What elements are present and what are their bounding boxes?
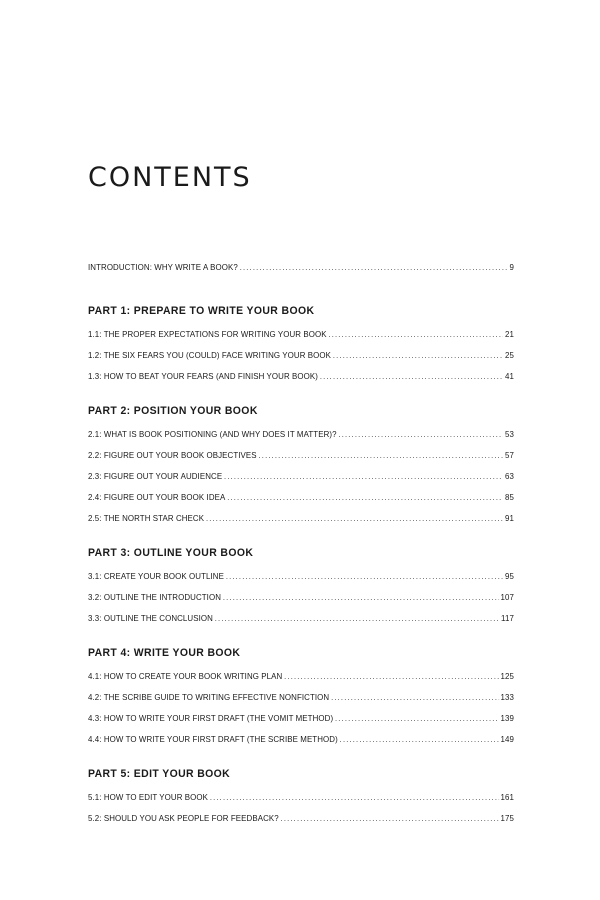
- dot-leader: [206, 508, 503, 529]
- toc-entry-page-number: 9: [509, 262, 514, 272]
- toc-entry-introduction: [88, 257, 514, 278]
- toc-entry-page-number: 91: [504, 513, 514, 523]
- toc-entry-page-number: 57: [504, 450, 514, 460]
- toc-entry: [88, 687, 514, 708]
- toc-entry-page-number: 85: [504, 492, 514, 502]
- toc-entry-label: 2.1: WHAT IS BOOK POSITIONING (AND WHY DOES IT MATTER)?: [88, 429, 337, 439]
- toc-entry: [88, 366, 514, 387]
- toc-entry-label: 4.2: THE SCRIBE GUIDE TO WRITING EFFECTIVE NONFICTION: [88, 692, 330, 702]
- dot-leader: [331, 687, 499, 708]
- page-title: CONTENTS: [88, 162, 252, 193]
- toc-part-4: [88, 643, 514, 750]
- part-heading: PART 5: EDIT YOUR BOOK: [88, 768, 231, 780]
- toc-entry-label: 1.3: HOW TO BEAT YOUR FEARS (AND FINISH YOUR BOOK): [88, 371, 318, 381]
- toc-part-3: [88, 543, 514, 629]
- toc-entry-page-number: 139: [500, 713, 514, 723]
- toc-entry-page-number: 95: [504, 571, 514, 581]
- toc-entry-page-number: 125: [500, 671, 514, 681]
- toc-entry-page-number: 25: [504, 350, 514, 360]
- dot-leader: [210, 787, 499, 808]
- dot-leader: [259, 445, 504, 466]
- dot-leader: [281, 808, 499, 829]
- toc-entry-label: 5.2: SHOULD YOU ASK PEOPLE FOR FEEDBACK?: [88, 813, 279, 823]
- dot-leader: [223, 587, 499, 608]
- toc-entry-label: 2.5: THE NORTH STAR CHECK: [88, 513, 205, 523]
- toc-part-1: [88, 301, 514, 387]
- toc-entry-label: 4.3: HOW TO WRITE YOUR FIRST DRAFT (THE VOMIT METHOD): [88, 713, 334, 723]
- dot-leader: [320, 366, 503, 387]
- toc-entry: [88, 666, 514, 687]
- toc-entry: [88, 808, 514, 829]
- part-heading: PART 4: WRITE YOUR BOOK: [88, 647, 241, 659]
- toc-entry-label: 5.1: HOW TO EDIT YOUR BOOK: [88, 792, 208, 802]
- toc-entry: [88, 508, 514, 529]
- dot-leader: [333, 345, 503, 366]
- dot-leader: [240, 257, 508, 278]
- toc-entry-label: 1.2: THE SIX FEARS YOU (COULD) FACE WRITING YOUR BOOK: [88, 350, 332, 360]
- toc-entry-page-number: 133: [500, 692, 514, 702]
- dot-leader: [215, 608, 499, 629]
- dot-leader: [340, 729, 499, 750]
- toc-entry-label: 4.1: HOW TO CREATE YOUR BOOK WRITING PLAN: [88, 671, 283, 681]
- toc-entry: [88, 424, 514, 445]
- toc-part-2: [88, 401, 514, 529]
- toc-entry-page-number: 117: [501, 613, 514, 623]
- toc-entry-label: 1.1: THE PROPER EXPECTATIONS FOR WRITING YOUR BOOK: [88, 329, 327, 339]
- dot-leader: [227, 487, 503, 508]
- toc-entry: [88, 729, 514, 750]
- toc-entry: [88, 324, 514, 345]
- toc-entry-page-number: 21: [504, 329, 514, 339]
- toc-entry-label: 3.2: OUTLINE THE INTRODUCTION: [88, 592, 222, 602]
- toc-entry: [88, 466, 514, 487]
- toc-entry-label: 2.4: FIGURE OUT YOUR BOOK IDEA: [88, 492, 226, 502]
- toc-entry-page-number: 63: [504, 471, 514, 481]
- toc-entry-label: INTRODUCTION: WHY WRITE A BOOK?: [88, 262, 238, 272]
- toc-entry: [88, 787, 514, 808]
- part-heading: PART 2: POSITION YOUR BOOK: [88, 405, 258, 417]
- toc-entry: [88, 487, 514, 508]
- toc-entry: [88, 566, 514, 587]
- dot-leader: [224, 466, 503, 487]
- toc-entry: [88, 708, 514, 729]
- toc-entry-label: 2.2: FIGURE OUT YOUR BOOK OBJECTIVES: [88, 450, 257, 460]
- toc-entry-page-number: 53: [504, 429, 514, 439]
- dot-leader: [328, 324, 503, 345]
- part-heading: PART 1: PREPARE TO WRITE YOUR BOOK: [88, 305, 315, 317]
- toc-part-5: [88, 764, 514, 829]
- toc-entry-page-number: 175: [500, 813, 514, 823]
- toc-entry-label: 4.4: HOW TO WRITE YOUR FIRST DRAFT (THE SCRIBE METHOD): [88, 734, 338, 744]
- toc-entry-label: 3.1: CREATE YOUR BOOK OUTLINE: [88, 571, 224, 581]
- toc-entry: [88, 587, 514, 608]
- toc-entry: [88, 345, 514, 366]
- toc-entry-page-number: 149: [500, 734, 514, 744]
- part-heading: PART 3: OUTLINE YOUR BOOK: [88, 547, 254, 559]
- toc-entry-page-number: 41: [504, 371, 514, 381]
- toc-entry-page-number: 161: [500, 792, 514, 802]
- dot-leader: [284, 666, 498, 687]
- toc-entry-label: 2.3: FIGURE OUT YOUR AUDIENCE: [88, 471, 223, 481]
- dot-leader: [226, 566, 503, 587]
- toc-entry-page-number: 107: [500, 592, 514, 602]
- toc-entry-label: 3.3: OUTLINE THE CONCLUSION: [88, 613, 213, 623]
- table-of-contents: [88, 257, 514, 829]
- dot-leader: [335, 708, 499, 729]
- dot-leader: [338, 424, 503, 445]
- toc-entry: [88, 608, 514, 629]
- toc-entry: [88, 445, 514, 466]
